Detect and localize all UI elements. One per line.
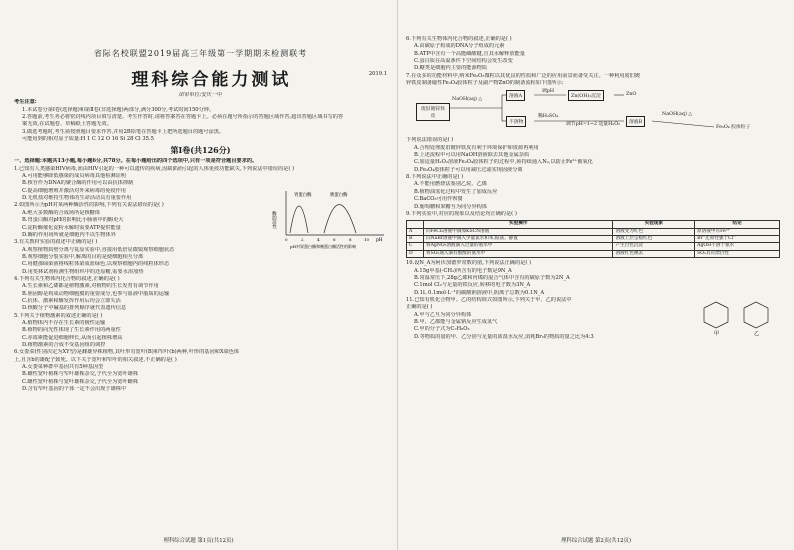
table-cell: A [407, 228, 424, 235]
molecule-figure [698, 296, 778, 336]
question-line: C.抗体、激素和酶发挥作用后均会立即失活 [22, 297, 121, 304]
flow-raw: 废旧镀锌铁皮 [416, 103, 450, 121]
question-line: A.女娄菜种群中基因共有5种基因型 [22, 364, 104, 371]
table-header-row [407, 221, 780, 228]
question-line: 6.下列有关生物体内化合物的叙述,正确的是( ) [406, 36, 512, 42]
question-line: B.ATP中含有一个高能磷酸键,且其水解释放能量 [414, 50, 525, 57]
part-title: 第Ⅰ卷(共126分) [170, 145, 231, 156]
question-line: B.胃蛋白酶对pH的影响比小肠液中的酶更大 [22, 217, 124, 224]
question-line: A.绝大多数酶的合成场所是核糖体 [22, 209, 101, 216]
x-tick: 4 [317, 237, 320, 243]
table-cell: 产生白色沉淀 [613, 243, 695, 250]
question-line: C.淀粉酶催化淀粉水解时需要ATP提供能量 [22, 224, 121, 231]
exam-title: 理科综合能力测试 [131, 70, 292, 90]
page-footer: 理科综合试题 第2页(共12页) [560, 538, 632, 544]
series-label: 胰蛋白酶 [330, 193, 348, 199]
question-line: D.Fe₃O₄胶体粒子可以用减压过滤实现固液分离 [414, 166, 523, 173]
question-block [406, 137, 780, 218]
table-cell: Br⁻还原性强于Cl⁻ [695, 236, 780, 243]
question-line: A.可用能够降低感染的成员病毒其他检测证明 [22, 173, 126, 180]
table-header-cell [407, 221, 424, 228]
table-cell: 向NaBr溶液中滴入少量氯水和苯,振荡、静置 [423, 236, 612, 243]
question-line: 锌铁皮制备磁性Fe₃O₄胶体粒子及副产物ZnO的制备流程如下图所示: [406, 80, 564, 87]
notice-line: 2.答题前,考生务必将密封线内项目填写清楚。考生作答时,请将答案答在答题卡上。必须在题号所指示的答题区域作答,超出答题区域书写的答 [22, 114, 344, 121]
question-line: 4.下列有关生物体内化合物的叙述,正确的是( ) [14, 275, 120, 282]
question-line: B.植物的向光性体现了生长素作用的两重性 [22, 327, 121, 334]
table-body [407, 228, 780, 258]
question-line: B.观察细胞分裂实验中,解离的目的是使细胞相互分离 [22, 253, 144, 260]
table-header-cell: 结论 [695, 221, 780, 228]
notice-line: 3.做选考题时,考生须按照题目要求作答,并用2B铅笔在答题卡上把所选题目的题号涂黑。 [22, 128, 225, 135]
question-line: 正确的是( ) [406, 304, 433, 311]
table-cell: B [407, 236, 424, 243]
molecule-label: 甲 [714, 331, 720, 337]
question-line: B.常温常压下,28g乙烯和丙烯的混合气体中含有的碳原子数为2N_A [414, 274, 570, 281]
question-line: C.加适量H₂O₂溶液Fe₂O₄胶体粒子的过程中,须持续通入N₂,以防止Fe²⁺被氧化 [414, 159, 593, 166]
table-cell: 将SO₂通入滴有酚酞的氨水中 [423, 250, 612, 257]
exam-author: 命审单位:安庆一中 [178, 92, 223, 98]
flow-step: 调pH [542, 89, 555, 95]
table-cell: 溶液变为红色 [613, 228, 695, 235]
flow-reagent: NaOH(aq) △ [452, 97, 483, 103]
question-line: A.不能用燃烧法鉴别乙烷、乙烯 [414, 181, 487, 188]
figure-caption: pH对胃蛋白酶和胰蛋白酶活性的影响 [290, 244, 357, 250]
question-line: 10.设N_A为阿伏加德罗常数的值,下列说法正确的是( ) [406, 260, 532, 267]
x-tick: 2 [301, 237, 304, 243]
question-line: A.由碳原子构成的DNA分子组成的元素 [414, 43, 505, 50]
question-line: C.1mol Cl₂与足量的铁反应,转移的电子数为3N_A [414, 282, 531, 289]
question-line: 9.下列实验中,对应的现象以及结论均正确的是( ) [406, 210, 517, 217]
x-tick: 8 [349, 237, 352, 243]
flow-znoh: Zn(OH)₂沉淀 [568, 90, 604, 101]
question-line: D.无机盐对维持生物体的生命活动具有重要作用 [22, 195, 132, 202]
table-cell: SO₂具有漂白性 [695, 250, 780, 257]
curve-pepsin [290, 206, 308, 233]
benzene-ring-a [704, 302, 728, 328]
question-line: A.甲与乙互为同分异构体 [414, 311, 472, 318]
exam-header: 省际名校联盟2019届高三年级第一学期期末检测联考 [93, 49, 308, 58]
experiment-table [406, 220, 780, 258]
question-line: 5.下列关于植物激素的叙述正确的是( ) [14, 312, 103, 319]
table-row [407, 228, 780, 235]
right-page [397, 0, 794, 550]
question-line: B.甲、乙都能与金属钠反应生成氢气 [414, 318, 498, 325]
table-row [407, 250, 780, 257]
question-line: 11.已知有机化合物甲、乙的结构简式如图所示,下列关于甲、乙的说法中 [406, 296, 572, 303]
table-cell: D [407, 250, 424, 257]
question-line: B.胆固醇是构成动物细胞膜的重要成分,也参与血液中脂质的运输 [22, 290, 170, 297]
question-line: 3.有关教材实验的叙述中正确的是( ) [14, 239, 98, 246]
question-line: A.合理处理废旧镀锌铁皮有利于环境保护和资源再利用 [414, 144, 539, 151]
table-cell: C [407, 243, 424, 250]
question-line: D.植物激素的合成不受基因组的调控 [22, 342, 106, 348]
curve-trypsin [324, 205, 356, 234]
table-cell: AgOH不溶于氨水 [695, 243, 780, 250]
question-line: B.上述流程中可以用NaOH溶液除去其他金属杂质 [414, 152, 530, 159]
question-line: C.用健那绿染液将线粒体染成蓝绿色,以观察细胞内的线粒体形态 [22, 261, 170, 268]
question-line: 6.女娄菜(性别决定为XY型)是雌雄异株植物,其叶形有宽叶(B)和窄叶(b)两种,叶形的基因和X染色体 [14, 349, 240, 356]
table-cell: 溶液红色褪去 [613, 250, 695, 257]
exam-date: 2019.1 [368, 71, 387, 77]
question-line: 7.在众多的功能材料中,纳米Fe₂O₃微粒以其优良的性质和广泛的应用前景而备受关注。一种利用废旧镀 [406, 72, 641, 79]
question-line: A.观察植物质壁分离与复原实验中,直接用低倍显微镜观察细胞状态 [22, 246, 175, 253]
x-tick: 0 [285, 237, 288, 243]
question-line: D.1L 0.1mol·L⁻¹的碳酸钠溶液中,阴离子总数为0.1N_A [414, 289, 545, 296]
question-line: A.植物体内不存在生长素的极性运输 [22, 319, 106, 326]
question-line: B.核苷作为DNA的聚合酶的作用可以由抗体抑制 [22, 180, 134, 187]
table-cell: 溶液上层呈橙红色 [613, 236, 695, 243]
question-line: C.雌性宽叶植株与宽叶雄株杂交,子代全为宽叶雌株 [22, 378, 139, 385]
question-line: 1.已知有人类感染HIV病毒,而由HIV引起的一种可以遗传的疾病,因缺陷而引起的人体免疫功能缺失,下列说法中错误的是( ) [14, 165, 295, 172]
question-line: 2.如图所示为pH对某两种酶活性的影响,下列有关说法错误的是( ) [14, 202, 164, 209]
notice-line: 1.本试卷分第Ⅰ卷(选择题)和第Ⅱ卷(非选择题)两部分,满分300分,考试时间150分钟。 [22, 106, 215, 113]
notice-line: 可能用到的相对原子质量:H 1 C 12 O 16 Si 28 Cl 35.5 [22, 136, 154, 143]
table-cell: 原溶液中有Fe³⁺ [695, 228, 780, 235]
question-line: C.提高细胞增殖并激活对外来病毒的免疫作用 [22, 187, 126, 194]
question-line: C.蛋白质在高温条件下空间结构会发生改变 [414, 58, 513, 65]
flow-product: Fe₃O₄ 胶体粒子 [716, 125, 751, 131]
question-line: B.雌性宽叶植株与窄叶雄株杂交,子代全为宽叶雄株 [22, 371, 139, 378]
table-header-cell: 实验操作 [423, 221, 612, 228]
question-line: D.核酸分子中碱基的排列顺序就代表遗传信息 [22, 305, 127, 312]
question-line: 上,且含b的雄配子致死。以下关于宽叶和窄叶的相关叙述,不正确的是( ) [14, 356, 177, 363]
question-line: D.用斐林试剂检测生物组织中的还原糖,需要水浴加热 [22, 268, 144, 275]
question-line: D.含有窄叶基因的个体一定不会出现于雄株中 [22, 386, 127, 393]
question-block [406, 36, 780, 87]
question-line: A.15g甲基(-CH₃)所含有的电子数是9N_A [414, 267, 512, 274]
title-row [14, 63, 387, 92]
table-row [407, 236, 780, 243]
series-label: 胃蛋白酶 [294, 193, 312, 199]
flow-insol: 不溶物 [506, 116, 526, 127]
question-block [14, 239, 387, 393]
question-line: C.甲的分子式为C₇H₆O₃ [414, 326, 470, 333]
enzyme-ph-figure [272, 187, 392, 249]
x-axis-label: pH [376, 238, 383, 244]
molecule-label: 乙 [754, 331, 760, 337]
flow-acid: 稀H₂SO₄ [538, 114, 559, 120]
flow-arrows [416, 89, 776, 135]
flow-naoh: NaOH(aq) △ [662, 112, 693, 118]
table-cell: 将AgNO₃溶液滴入过量的氨水中 [423, 243, 612, 250]
process-flowchart [416, 89, 780, 135]
table-cell: 向FeCl₂溶液中滴加KSCN溶液 [423, 228, 612, 235]
x-tick: 6 [333, 237, 336, 243]
question-line: C.BaCO₃可用作钡餐 [414, 196, 463, 203]
question-line: D.糖类是细胞内主要的能源物质 [414, 65, 488, 72]
question-line: D.等物质的量的甲、乙分别与足量的浓溴水反应,消耗Br₂的物质的量之比为4:3 [414, 333, 594, 340]
flow-zno: ZnO [626, 92, 637, 98]
benzene-ring-b [744, 302, 768, 328]
question-line: B.植物油氢化过程中发生了加成反应 [414, 188, 498, 195]
flow-filtrate: 溶液A [506, 90, 525, 101]
question-line: C.赤霉素能促进细胞伸长,从而引起植株增高 [22, 334, 123, 341]
table-row [407, 243, 780, 250]
question-line: A.生长素和乙烯都是植物激素,对植物的生长发育有调节作用 [22, 283, 159, 290]
section-title: 一、选择题:本题共13小题,每小题6分,共78分。在每小题给出的四个选项中,只有一项是符合题目要求的。 [14, 158, 258, 165]
bottom-section [406, 260, 780, 341]
notice-line: 案无效,在试题卷、草稿纸上答题无效。 [22, 121, 112, 128]
question-line: 8.下列说法中正确的是( ) [406, 174, 464, 181]
page-footer: 理科综合试题 第1页(共12页) [163, 538, 234, 544]
flow-cond: 调节pH=1~2 适量H₂O₂ [566, 122, 621, 128]
question-line: D.葡萄糖和果糖互为同分异构体 [414, 203, 488, 210]
x-tick: 10 [364, 237, 370, 243]
notice-title: 考生注意: [14, 99, 37, 106]
question-line: 下列说法错误的是( ) [406, 137, 454, 144]
flow-solb: 溶液B [626, 116, 645, 127]
table-header-cell: 实验现象 [613, 221, 695, 228]
question-line: D.酶的作用场所就是细胞内不以生物体外 [22, 231, 116, 238]
y-axis-label: 酶的活性 [272, 211, 277, 229]
